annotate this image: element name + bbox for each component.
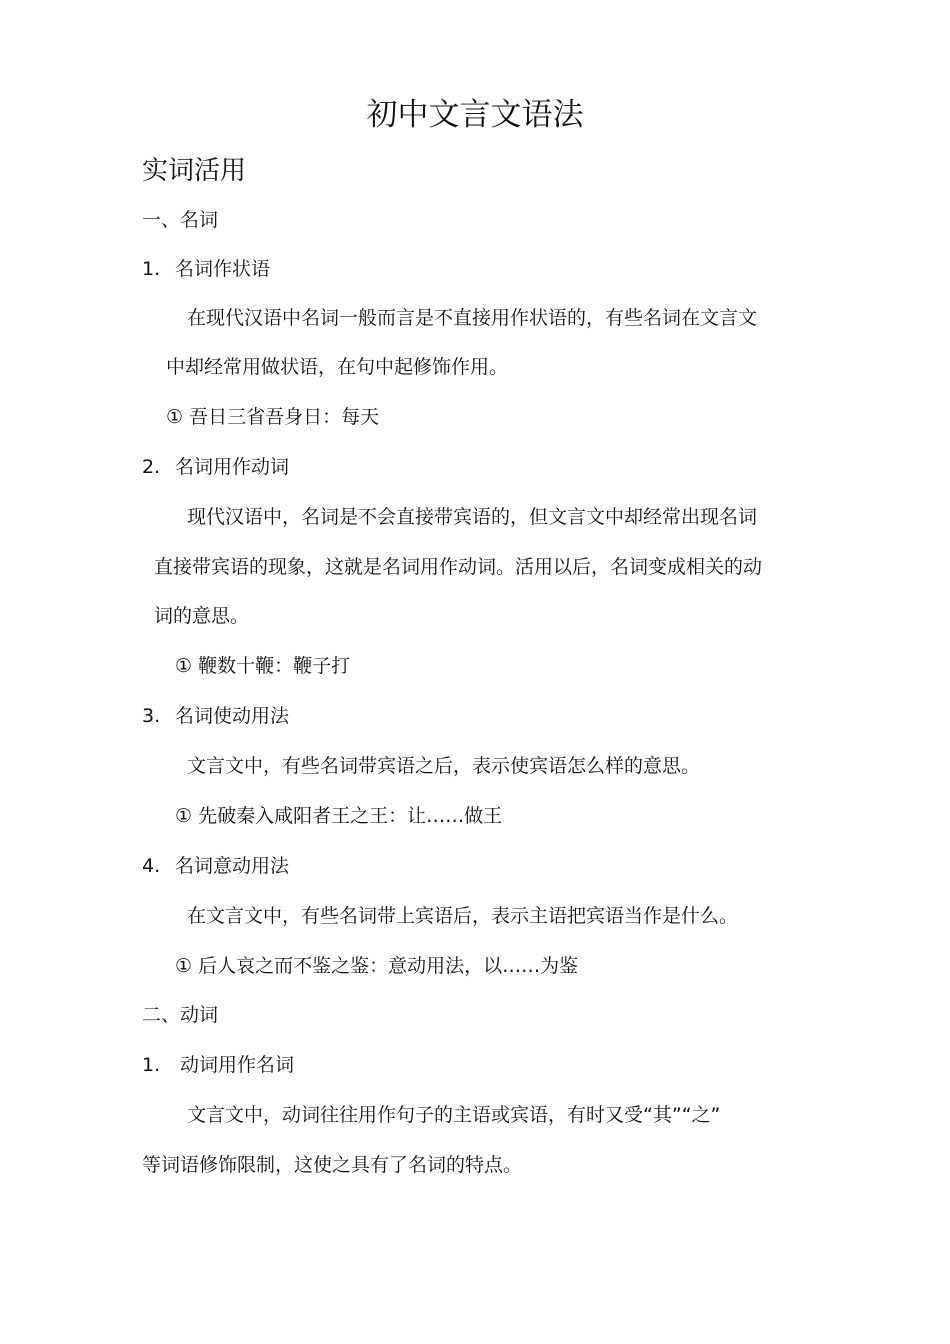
item-title: 名词意动用法 bbox=[175, 855, 290, 877]
item-number: 1. bbox=[142, 1054, 161, 1076]
item-heading bbox=[142, 1053, 294, 1077]
document-title: 初中文言文语法 bbox=[366, 97, 584, 133]
paragraph-line: 文言文中，动词往往用作句子的主语或宾语，有时又受“其”“之” bbox=[187, 1104, 721, 1126]
item-title: 名词使动用法 bbox=[175, 705, 290, 727]
example-line: ① 先破秦入咸阳者王之王：让……做王 bbox=[175, 805, 503, 827]
part2-heading: 二、动词 bbox=[142, 1004, 219, 1026]
item-title: 动词用作名词 bbox=[180, 1054, 295, 1076]
item-number: 1. bbox=[142, 258, 161, 280]
item-heading bbox=[142, 704, 289, 728]
example-line: ① 鞭数十鞭：鞭子打 bbox=[175, 655, 351, 677]
paragraph-line: 等词语修饰限制，这使之具有了名词的特点。 bbox=[142, 1154, 523, 1176]
item-title: 名词用作动词 bbox=[175, 456, 290, 478]
paragraph-line: 现代汉语中，名词是不会直接带宾语的，但文言文中却经常出现名词 bbox=[187, 506, 758, 528]
paragraph-line: 词的意思。 bbox=[154, 605, 250, 627]
section-title: 实词活用 bbox=[142, 156, 247, 186]
paragraph-line: 在文言文中，有些名词带上宾语后，表示主语把宾语当作是什么。 bbox=[187, 905, 739, 927]
paragraph-line: 中却经常用做状语，在句中起修饰作用。 bbox=[166, 356, 509, 378]
example-line: ① 后人哀之而不鉴之鉴：意动用法，以……为鉴 bbox=[175, 955, 579, 977]
paragraph-line: 直接带宾语的现象，这就是名词用作动词。活用以后，名词变成相关的动 bbox=[154, 556, 763, 578]
item-heading bbox=[142, 257, 270, 281]
paragraph-line: 文言文中，有些名词带宾语之后，表示使宾语怎么样的意思。 bbox=[187, 755, 701, 777]
part1-heading: 一、名词 bbox=[142, 209, 219, 231]
item-number: 2. bbox=[142, 456, 161, 478]
item-number: 4. bbox=[142, 855, 161, 877]
item-heading bbox=[142, 455, 289, 479]
paragraph-line: 在现代汉语中名词一般而言是不直接用作状语的，有些名词在文言文 bbox=[187, 307, 758, 329]
item-number: 3. bbox=[142, 705, 161, 727]
item-title: 名词作状语 bbox=[175, 258, 271, 280]
item-heading bbox=[142, 854, 289, 878]
example-line: ① 吾日三省吾身日：每天 bbox=[166, 406, 380, 428]
